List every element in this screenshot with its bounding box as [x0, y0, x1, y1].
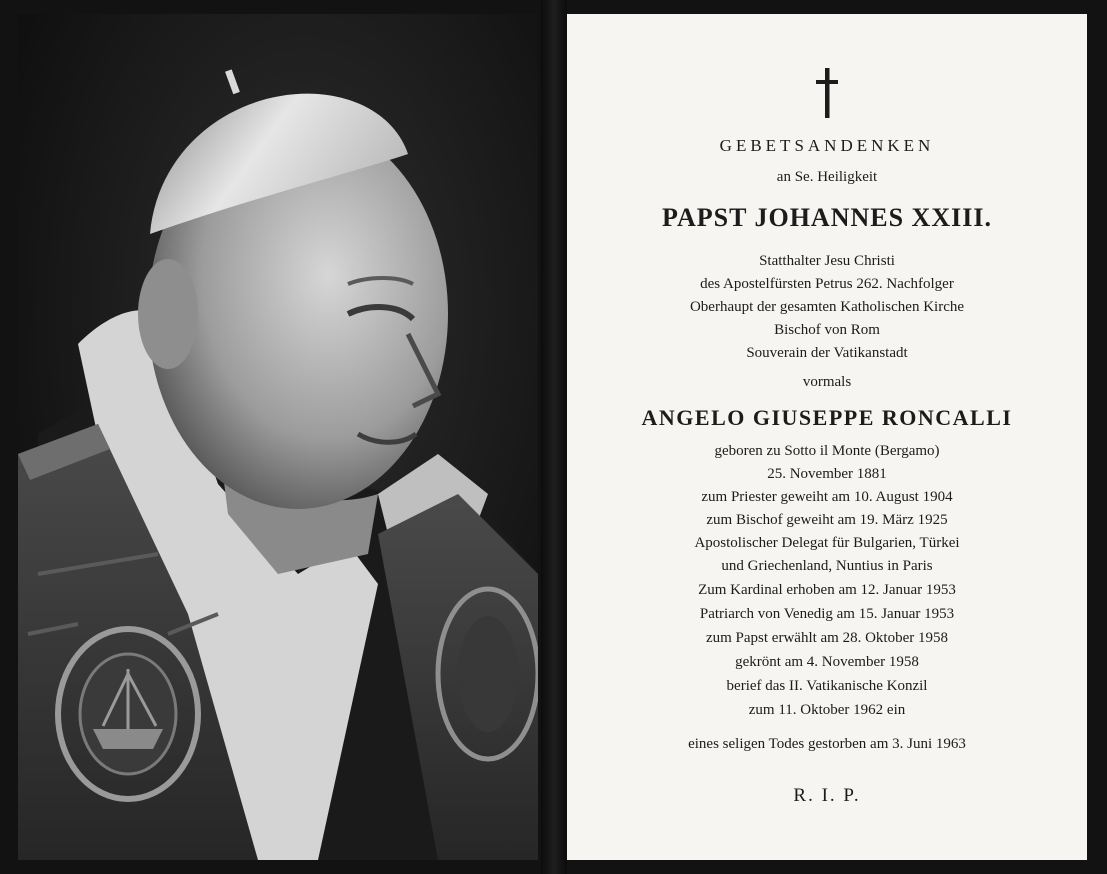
prayer-card-text — [567, 14, 1087, 860]
biography-line: zum Priester geweiht am 10. August 1904 — [701, 489, 953, 505]
pope-name: PAPST JOHANNES XXIII. — [662, 203, 992, 232]
biography-line: zum Papst erwählt am 28. Oktober 1958 — [705, 630, 949, 646]
biography-line: Zum Kardinal erhoben am 12. Januar 1953 — [698, 582, 956, 598]
death-line: eines seligen Todes gestorben am 3. Juni 1963 — [688, 736, 966, 752]
biography-line: Apostolischer Delegat für Bulgarien, Türkei — [694, 535, 960, 551]
card-fold — [541, 0, 567, 874]
heading: GEBETSANDENKEN — [719, 136, 935, 155]
title-line: Bischof von Rom — [774, 322, 880, 338]
rip-closing: R. I. P. — [793, 785, 861, 806]
title-line: Statthalter Jesu Christi — [759, 253, 895, 269]
intro-line: an Se. Heiligkeit — [776, 169, 878, 185]
portrait-photo — [18, 14, 538, 860]
biography-line: berief das II. Vatikanische Konzil — [726, 678, 928, 694]
latin-cross-icon — [815, 68, 839, 118]
title-line: Souverain der Vatikanstadt — [746, 345, 908, 361]
biography-line: 25. November 1881 — [767, 466, 887, 482]
biography-line: geboren zu Sotto il Monte (Bergamo) — [714, 443, 940, 459]
title-line: Oberhaupt der gesamten Katholischen Kirche — [689, 299, 965, 315]
portrait-illustration — [18, 14, 538, 860]
biography-line: Patriarch von Venedig am 15. Januar 1953 — [699, 606, 955, 622]
biography-line: und Griechenland, Nuntius in Paris — [721, 558, 933, 574]
biography-line: zum 11. Oktober 1962 ein — [748, 702, 906, 718]
birth-name: ANGELO GIUSEPPE RONCALLI — [641, 405, 1013, 430]
biography-line: zum Bischof geweiht am 19. März 1925 — [706, 512, 948, 528]
biography-line: gekrönt am 4. November 1958 — [735, 654, 919, 670]
formerly-label: vormals — [802, 374, 852, 390]
title-line: des Apostelfürsten Petrus 262. Nachfolger — [700, 276, 954, 292]
